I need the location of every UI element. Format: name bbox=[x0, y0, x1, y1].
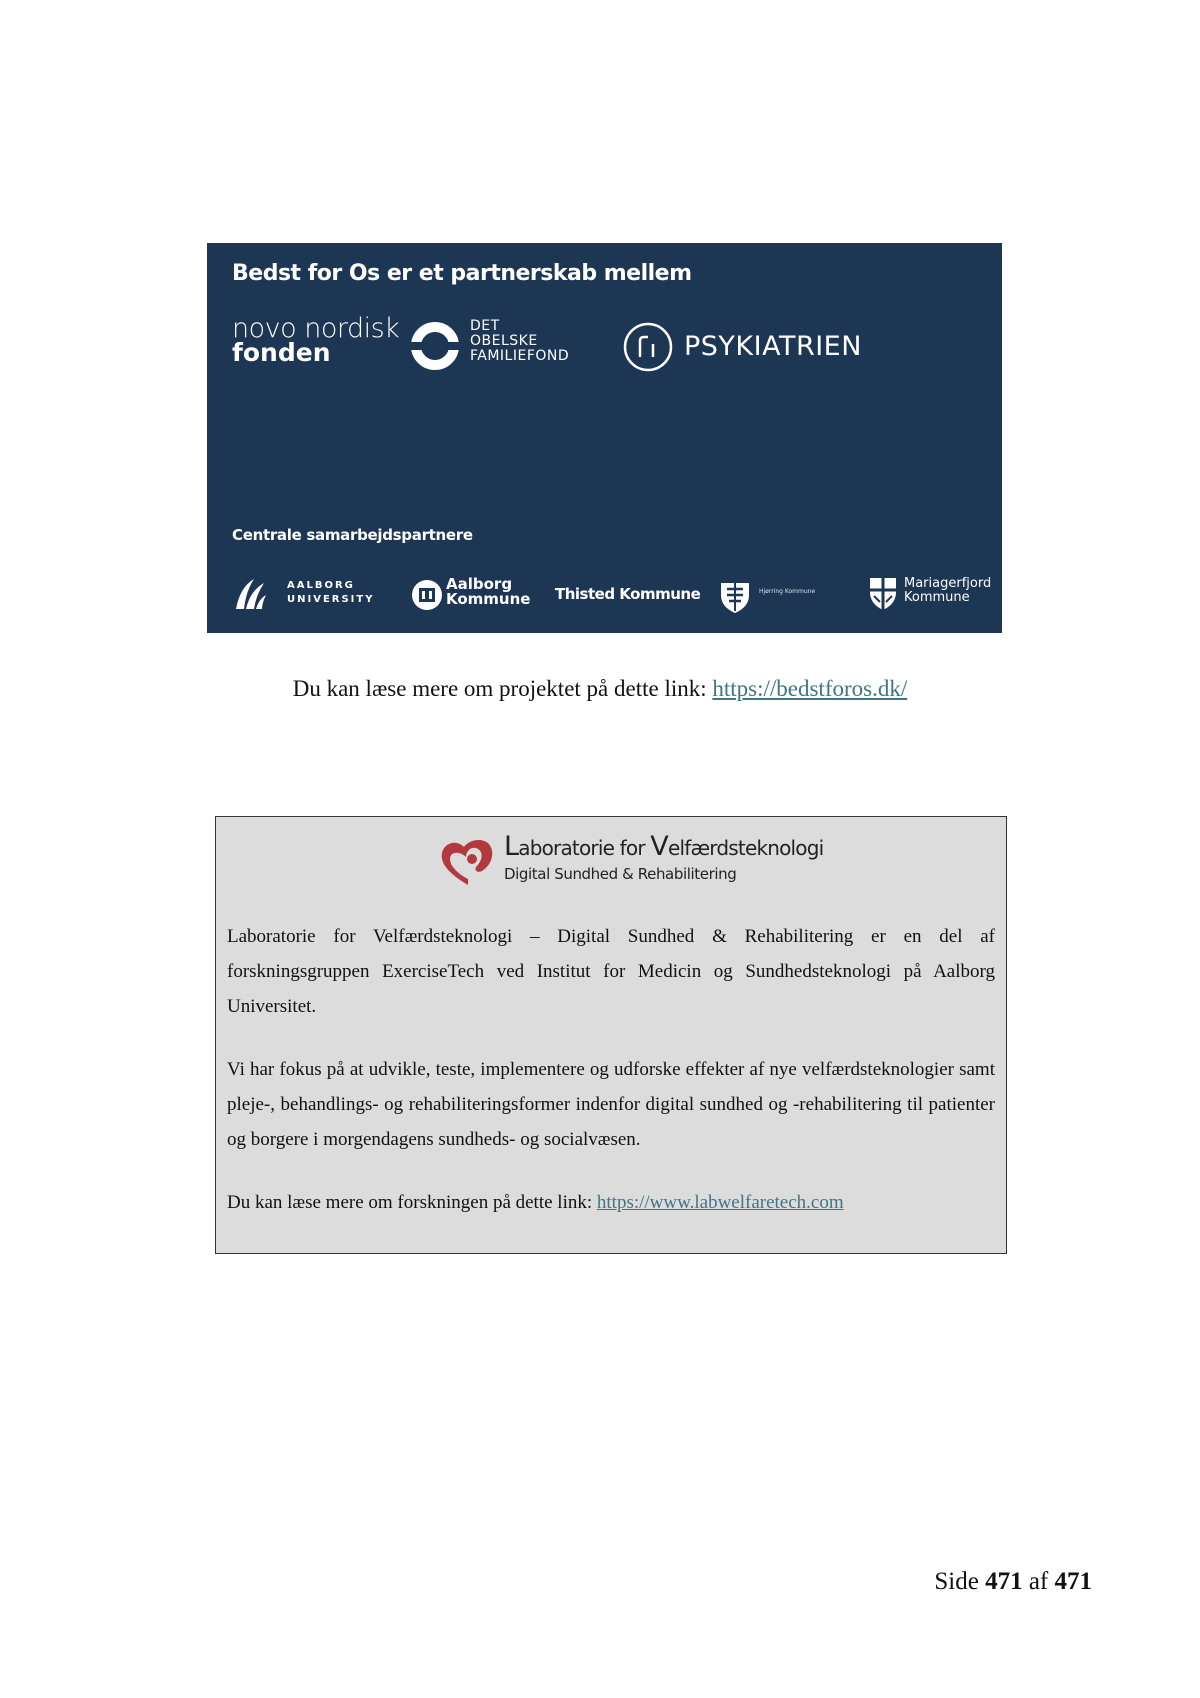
aau-wave-icon bbox=[232, 573, 272, 613]
obelske-ring-icon bbox=[410, 321, 460, 371]
obelske-familiefond-logo: DET OBELSKE FAMILIEFOND bbox=[410, 319, 600, 375]
partnership-banner bbox=[207, 243, 1002, 633]
collab-title: Centrale samarbejdspartnere bbox=[232, 526, 473, 544]
lab-welfare-tech-logo: Laboratorie for Velfærdsteknologi Digital Sundhed & Rehabilitering bbox=[438, 829, 798, 889]
lab-link[interactable]: https://www.labwelfaretech.com bbox=[596, 1192, 844, 1213]
aalborg-seal-icon bbox=[410, 578, 444, 612]
psykiatrien-emblem-icon bbox=[622, 321, 674, 373]
lab-heart-logo-icon bbox=[438, 837, 498, 889]
lab-paragraph-1: Laboratorie for Velfærdsteknologi – Digital Sundhed & Rehabilitering er en del af forskningsgruppen ExerciseTech ved Institut for Medicin og Sundhedsteknologi på Aalborg Universitet. bbox=[227, 926, 995, 1017]
lab-info-box bbox=[215, 816, 1007, 1254]
banner-title: Bedst for Os er et partnerskab mellem bbox=[232, 261, 692, 286]
lab-paragraph-2: Vi har fokus på at udvikle, teste, implementere og udforske effekter af nye velfærdsteknologier samt pleje-, behandlings- og rehabiliteringsformer indenfor digital sundhed og -rehabilitering til patienter og borgere i morgendagens sundheds- og socialvæsen. bbox=[227, 1059, 995, 1150]
lab-paragraph-3: Du kan læse mere om forskningen på dette link: https://www.labwelfaretech.com bbox=[227, 1192, 844, 1213]
novo-nordisk-fonden-logo: novo nordisk fonden bbox=[232, 313, 400, 367]
mariagerfjord-crest-icon bbox=[868, 576, 898, 612]
collaborator-logos: AALBORG UNIVERSITY Aalborg Kommune Thisted Kommune Hjørring Kommune Mariagerfjord Kommune bbox=[232, 573, 980, 617]
project-link-line: Du kan læse mere om projektet på dette link: https://bedstforos.dk/ bbox=[292, 676, 908, 701]
aalborg-university-logo: AALBORG UNIVERSITY bbox=[232, 573, 272, 617]
hjorring-crest-icon bbox=[715, 575, 755, 615]
partner-logos: novo nordisk fonden DET OBELSKE FAMILIEFOND PSYKIATRIEN bbox=[232, 315, 977, 375]
page-number: Side 471 af 471 bbox=[934, 1568, 1092, 1595]
project-link[interactable]: https://bedstforos.dk/ bbox=[712, 676, 908, 701]
